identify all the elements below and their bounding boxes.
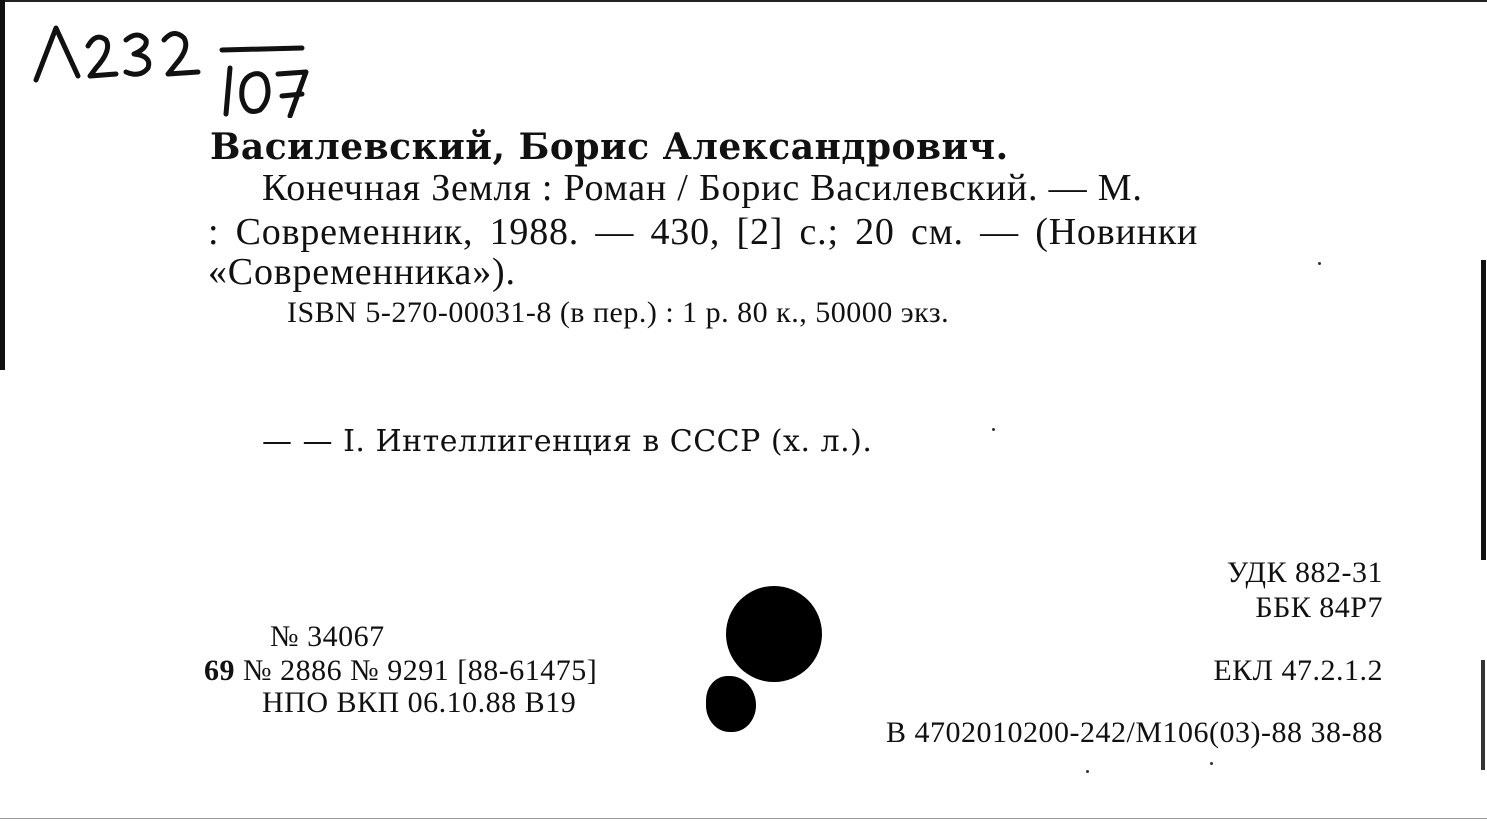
- handwritten-shelf-mark: [30, 18, 320, 118]
- card-right-edge-lower: [1481, 660, 1485, 770]
- bbk-code: ББК 84Р7: [1255, 591, 1383, 624]
- speck: [1086, 770, 1089, 773]
- card-right-edge: [1481, 260, 1486, 560]
- card-bottom-edge: [0, 818, 1487, 819]
- speck: [992, 428, 995, 431]
- description-line-3: «Современника»).: [208, 251, 516, 293]
- card-left-edge: [0, 0, 5, 370]
- speck: [1318, 262, 1321, 265]
- udk-code: УДК 882-31: [1226, 556, 1383, 589]
- publisher-code: В 4702010200-242/М106(03)-88 38-88: [886, 716, 1383, 749]
- order-prefix: 69: [204, 654, 235, 687]
- ekl-code: ЕКЛ 47.2.1.2: [1213, 654, 1383, 687]
- order-numbers: № 2886 № 9291 [88-61475]: [243, 654, 598, 687]
- author-heading: Василевский, Борис Александрович.: [210, 126, 1009, 168]
- npo-line: НПО ВКП 06.10.88 В19: [262, 686, 577, 719]
- ink-blot: [726, 586, 822, 682]
- description-line-1: Конечная Земля : Роман / Борис Василевский. — М.: [262, 167, 1143, 209]
- speck: [1210, 762, 1213, 765]
- isbn-line: ISBN 5-270-00031-8 (в пер.) : 1 р. 80 к., 50000 экз.: [287, 296, 950, 329]
- order-line: [204, 654, 597, 688]
- ink-blot-small: [706, 676, 756, 732]
- accession-number: № 34067: [270, 620, 385, 653]
- subject-heading: — — I. Интеллигенция в СССР (х. л.).: [262, 424, 873, 459]
- card-top-edge: [0, 0, 1487, 2]
- description-line-2: : Современник, 1988. — 430, [2] с.; 20 см. — (Новинки: [208, 211, 1199, 253]
